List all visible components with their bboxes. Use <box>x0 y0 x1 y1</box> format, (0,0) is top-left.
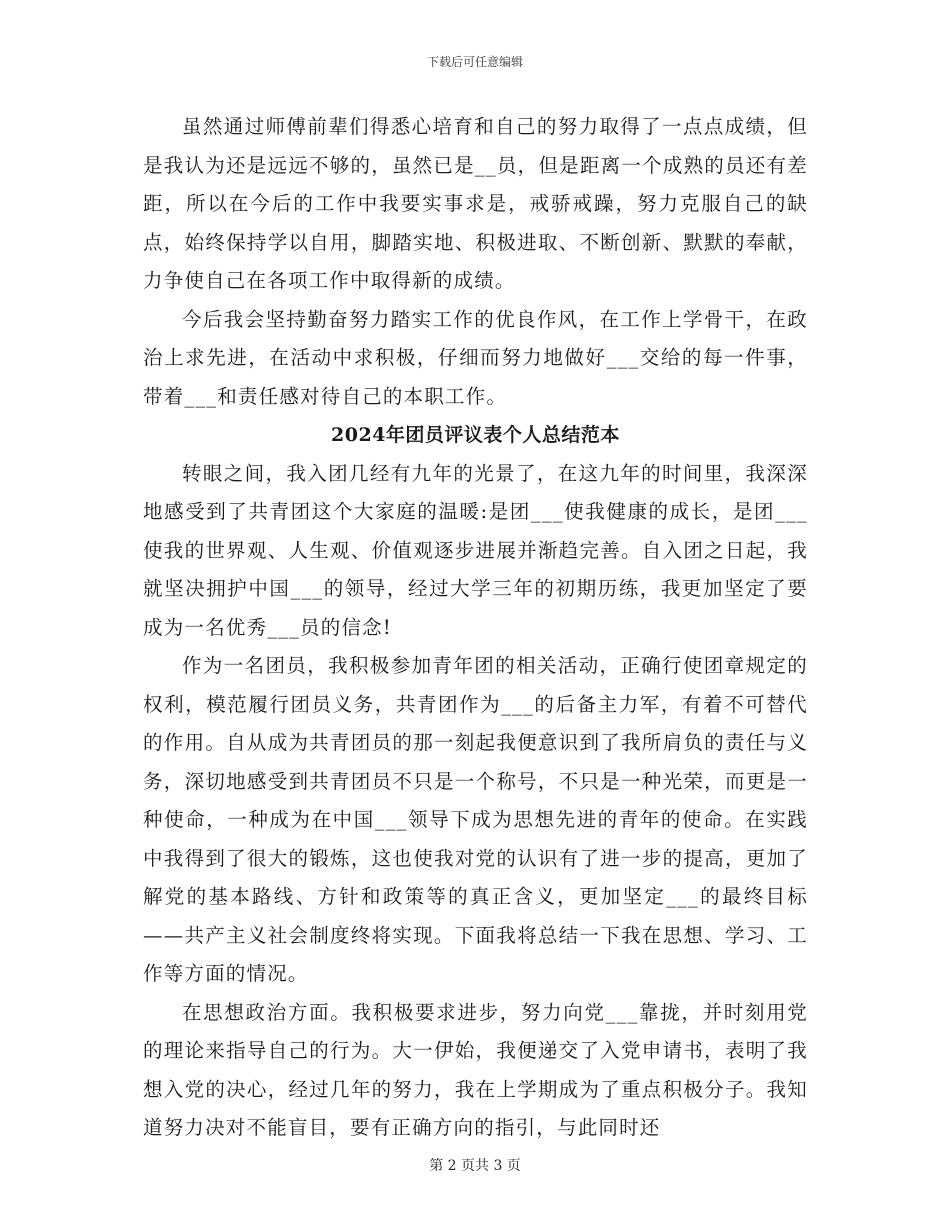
paragraph: 虽然通过师傅前辈们得悉心培育和自己的努力取得了一点点成绩，但是我认为还是远远不够的，虽然已是__员，但是距离一个成熟的员还有差距，所以在今后的工作中我要实事求是，戒骄戒躁，努力克服自己的缺点，始终保持学以自用，脚踏实地、积极进取、不断创新、默默的奉献，力争使自己在各项工作中取得新的成绩。 <box>143 115 808 292</box>
page-footer: 第 2 页共 3 页 <box>429 1158 521 1174</box>
document-body <box>143 108 808 1148</box>
paragraph: 在思想政治方面。我积极要求进步，努力向党___靠拢，并时刻用党的理论来指导自己的行为。大一伊始，我便递交了入党申请书，表明了我想入党的决心，经过几年的努力，我在上学期成为了重点积极分子。我知道努力决对不能盲目，要有正确方向的指引，与此同时还 <box>143 1000 808 1139</box>
paragraph: 今后我会坚持勤奋努力踏实工作的优良作风，在工作上学骨干，在政治上求先进，在活动中求积极，仔细而努力地做好___交给的每一件事，带着___和责任感对待自己的本职工作。 <box>143 307 808 408</box>
page-header: 下载后可任意编辑 <box>426 55 523 69</box>
paragraph: 转眼之间，我入团几经有九年的光景了，在这九年的时间里，我深深地感受到了共青团这个大家庭的温暖:是团___使我健康的成长，是团___使我的世界观、人生观、价值观逐步进展并渐趋完善。自入团之日起，我就坚决拥护中国___的领导，经过大学三年的初期历练，我更加坚定了要成为一名优秀___员的信念! <box>143 461 808 639</box>
section-title: 2024年团员评议表个人总结范本 <box>331 424 620 446</box>
paragraph: 作为一名团员，我积极参加青年团的相关活动，正确行使团章规定的权利，模范履行团员义务，共青团作为___的后备主力军，有着不可替代的作用。自从成为共青团员的那一刻起我便意识到了我所肩负的责任与义务，深切地感受到共青团员不只是一个称号，不只是一种光荣，而更是一种使命，一种成为在中国___领导下成为思想先进的青年的使命。在实践中我得到了很大的锻炼，这也使我对党的认识有了进一步的提高，更加了解党的基本路线、方针和政策等的真正含义，更加坚定___的最终目标——共产主义社会制度终将实现。下面我将总结一下我在思想、学习、工作等方面的情况。 <box>143 654 808 985</box>
